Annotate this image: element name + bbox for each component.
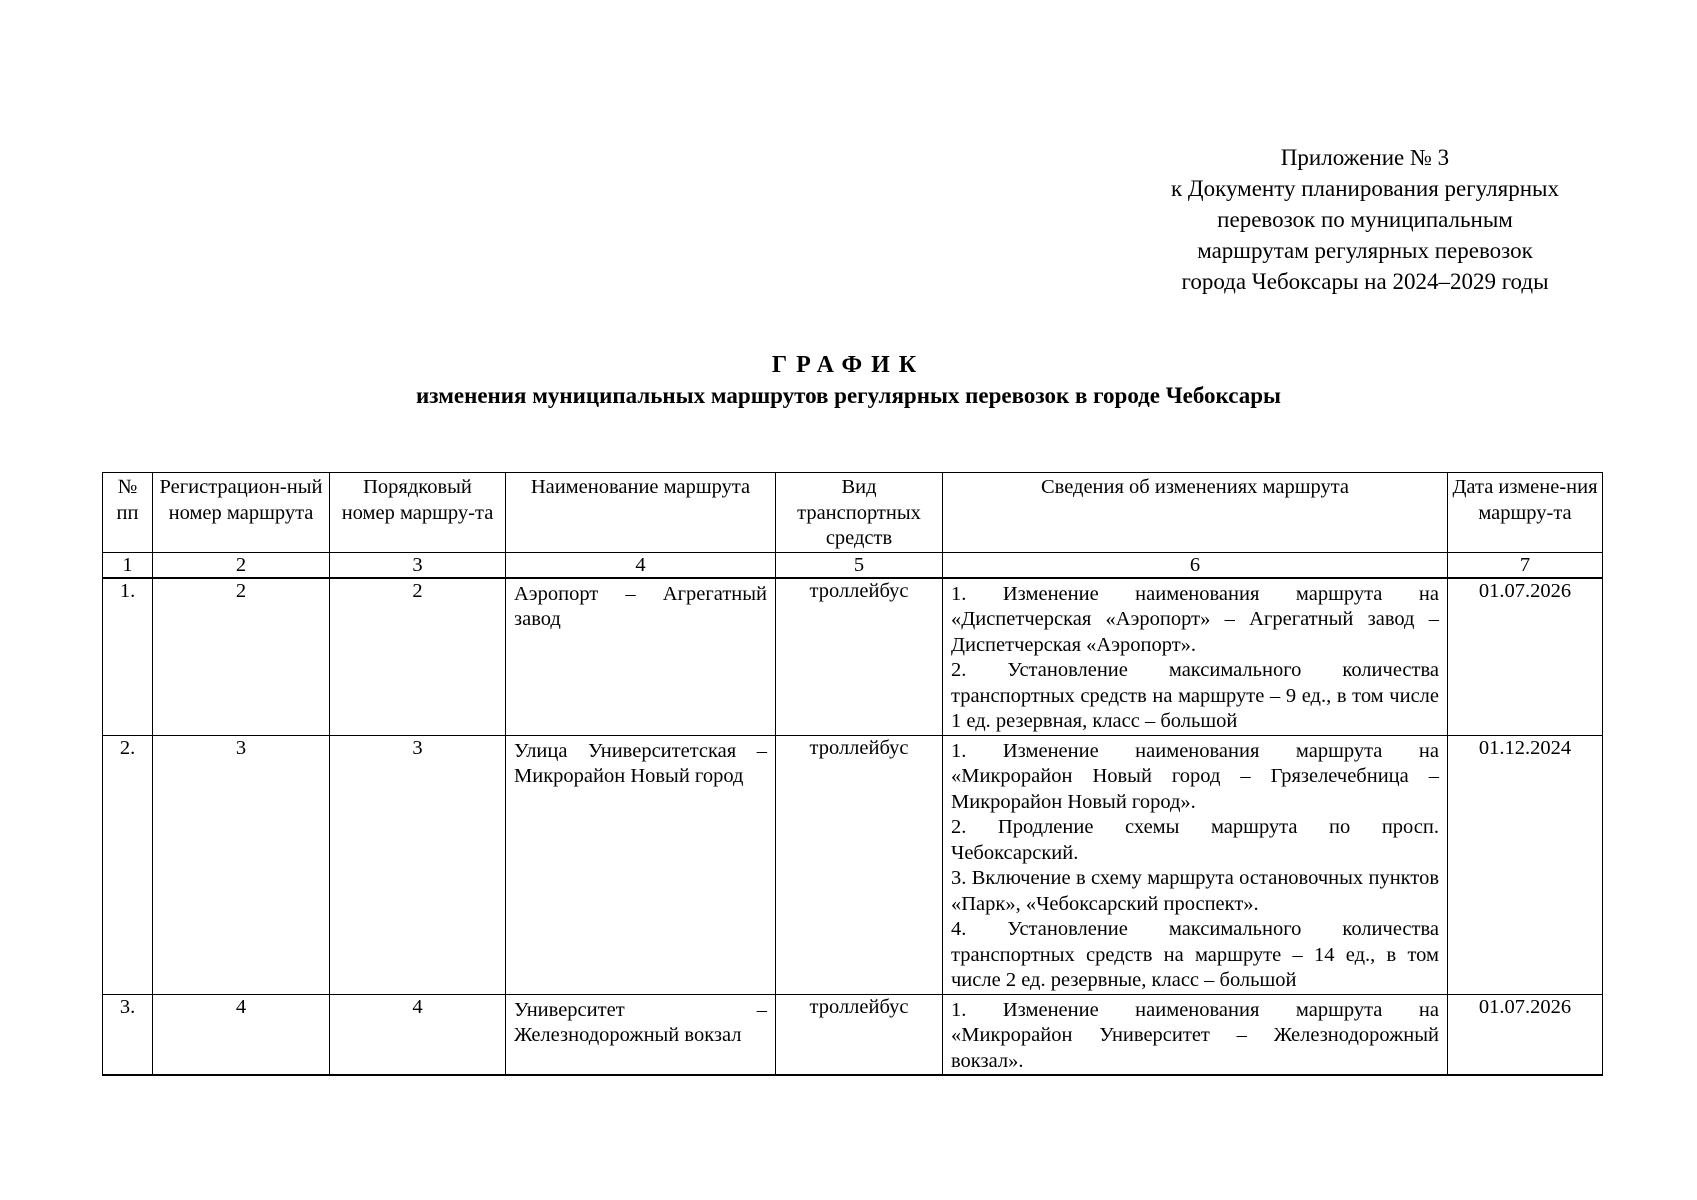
annex-line: перевозок по муниципальным	[1217, 207, 1513, 232]
route-name: Университет – Железнодорожный вокзал	[506, 994, 776, 1075]
route-changes	[943, 994, 1448, 1075]
change-item: 3. Включение в схему маршрута остановочных пунктов «Парк», «Чебоксарский проспект».	[951, 867, 1439, 915]
header-cell-changes: Сведения об изменениях маршрута	[943, 473, 1448, 553]
change-item: 2. Продление схемы маршрута по просп. Чебоксарский.	[951, 816, 1439, 864]
row-number: 3.	[103, 994, 153, 1075]
route-changes	[943, 578, 1448, 736]
order-number: 2	[330, 578, 506, 736]
order-number: 3	[330, 735, 506, 994]
table-row	[103, 578, 1603, 736]
column-number: 2	[153, 552, 330, 578]
header-cell-reg-number: Регистрацион-ный номер маршрута	[153, 473, 330, 553]
header-cell-route-name: Наименование маршрута	[506, 473, 776, 553]
header-row	[103, 473, 1603, 553]
annex-line: маршрутам регулярных перевозок	[1197, 238, 1533, 263]
vehicle-type: троллейбус	[776, 994, 943, 1075]
column-number: 3	[330, 552, 506, 578]
row-number: 1.	[103, 578, 153, 736]
route-changes	[943, 735, 1448, 994]
annex-block	[1120, 142, 1610, 297]
reg-number: 2	[153, 578, 330, 736]
vehicle-type: троллейбус	[776, 735, 943, 994]
change-date: 01.12.2024	[1448, 735, 1603, 994]
order-number: 4	[330, 994, 506, 1075]
column-number: 5	[776, 552, 943, 578]
header-cell-order-number: Порядковый номер маршру-та	[330, 473, 506, 553]
table-row	[103, 735, 1603, 994]
column-number: 1	[103, 552, 153, 578]
route-name: Аэропорт – Агрегатный завод	[506, 578, 776, 736]
change-item: 1. Изменение наименования маршрута на «Микрорайон Университет – Железнодорожный вокзал».	[951, 998, 1439, 1072]
table-row	[103, 994, 1603, 1075]
annex-line: Приложение № 3	[1280, 145, 1450, 170]
annex-line: города Чебоксары на 2024–2029 годы	[1181, 269, 1549, 294]
change-item: 2. Установление максимального количества транспортных средств на маршруте – 9 ед., в том числе 1 ед. резервная, класс – большой	[951, 659, 1439, 732]
row-number: 2.	[103, 735, 153, 994]
header-cell-number: № пп	[103, 473, 153, 553]
change-item: 4. Установление максимального количества транспортных средств на маршруте – 14 ед., в том числе 2 ед. резервные, класс – большой	[951, 918, 1439, 991]
change-date: 01.07.2026	[1448, 994, 1603, 1075]
change-item: 1. Изменение наименования маршрута на «Диспетчерская «Аэропорт» – Агрегатный завод – Диспетчерская «Аэропорт».	[951, 582, 1439, 656]
reg-number: 3	[153, 735, 330, 994]
column-number: 6	[943, 552, 1448, 578]
header-cell-vehicle-type: Вид транспортных средств	[776, 473, 943, 553]
column-number: 7	[1448, 552, 1603, 578]
document-subtitle: изменения муниципальных маршрутов регулярных перевозок в городе Чебоксары	[416, 383, 1281, 408]
change-item: 1. Изменение наименования маршрута на «Микрорайон Новый город – Грязелечебница – Микрорайон Новый город».	[951, 739, 1439, 813]
vehicle-type: троллейбус	[776, 578, 943, 736]
column-number: 4	[506, 552, 776, 578]
header-cell-change-date: Дата измене-ния маршру-та	[1448, 473, 1603, 553]
route-name: Улица Университетская – Микрорайон Новый город	[506, 735, 776, 994]
change-date: 01.07.2026	[1448, 578, 1603, 736]
schedule-table	[102, 472, 1603, 1076]
reg-number: 4	[153, 994, 330, 1075]
document-title: ГРАФИК	[771, 352, 926, 378]
annex-line: к Документу планирования регулярных	[1170, 176, 1559, 201]
column-number-row	[103, 552, 1603, 578]
